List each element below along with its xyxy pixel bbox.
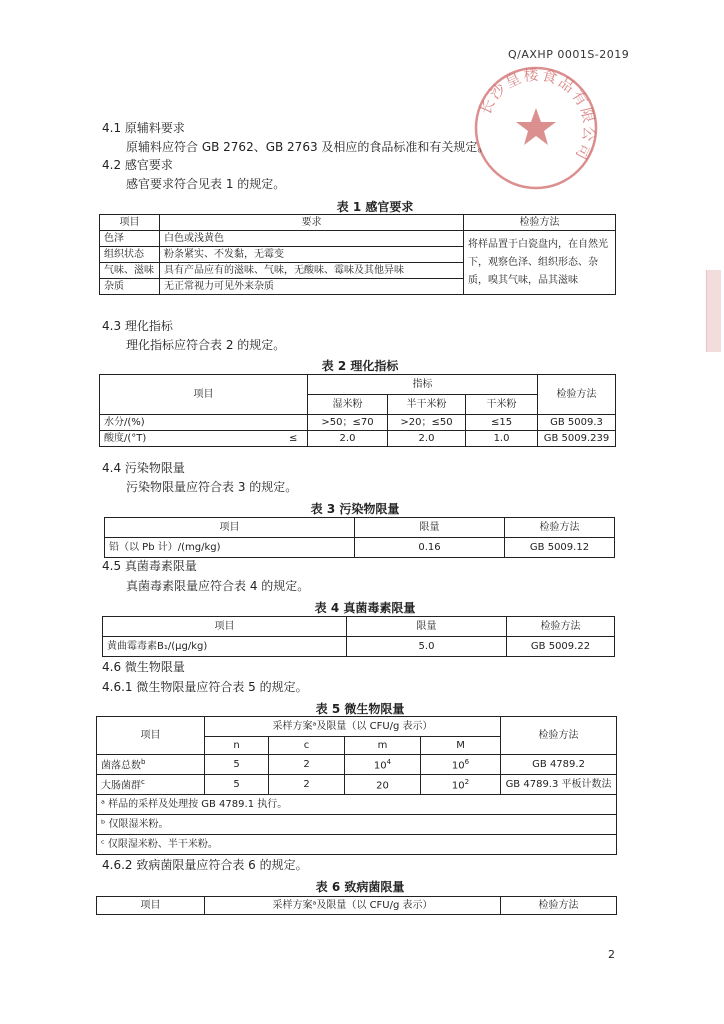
seal-star-icon xyxy=(516,108,556,145)
table1-method: 将样品置于白瓷盘内，在自然光下，观察色泽、组织形态、杂质，嗅其气味，品其滋味 xyxy=(464,231,616,295)
table1-row-requirement: 具有产品应有的滋味、气味，无酸味、霉味及其他异味 xyxy=(160,263,464,279)
section-4-5-body: 真菌毒素限量应符合表 4 的规定。 xyxy=(126,579,310,593)
table2-header-index: 指标 xyxy=(308,375,538,395)
section-4-3-body: 理化指标应符合表 2 的规定。 xyxy=(126,338,286,352)
table3-header-item: 项目 xyxy=(105,518,355,538)
table5-row-method: GB 4789.2 xyxy=(501,755,617,775)
table2-row-item: 酸度/(°T) xyxy=(100,431,280,447)
seal-text: 长沙皇楼食品有限公司 xyxy=(476,65,599,165)
table1-caption: 表 1 感官要求 xyxy=(336,200,414,214)
table1-row-item: 杂质 xyxy=(100,279,160,295)
table5-row-method: GB 4789.3 平板计数法 xyxy=(501,775,617,795)
table2-sub-semidry: 半干米粉 xyxy=(388,395,466,415)
section-4-4-body: 污染物限量应符合表 3 的规定。 xyxy=(126,480,298,494)
table6-header-plan: 采样方案ᵃ及限量（以 CFU/g 表示） xyxy=(205,897,501,915)
table5-header-method: 检验方法 xyxy=(501,717,617,755)
table2-row-value: >20；≤50 xyxy=(388,415,466,431)
table5-row-m xyxy=(345,755,421,775)
table5-row-m-exponent: 4 xyxy=(386,758,392,767)
page-edge-mark xyxy=(706,270,721,352)
table1-sensory xyxy=(99,214,616,295)
table2-header-item: 项目 xyxy=(100,375,308,415)
table4-row-limit: 5.0 xyxy=(347,637,507,657)
table5-sub-m: m xyxy=(345,737,421,755)
section-4-6-2-body: 4.6.2 致病菌限量应符合表 6 的规定。 xyxy=(102,858,308,872)
table2-row-value: 2.0 xyxy=(388,431,466,447)
table5-row-m-base: 10 xyxy=(373,760,387,772)
table1-row-requirement: 白色或浅黄色 xyxy=(160,231,464,247)
table5-row-n: 5 xyxy=(205,775,269,795)
table2-row-value: 2.0 xyxy=(308,431,388,447)
table4-caption: 表 4 真菌毒素限量 xyxy=(314,601,416,615)
table2-row-symbol: ≤ xyxy=(280,431,308,447)
table5-row-item xyxy=(97,755,205,775)
table5-header-plan: 采样方案ᵃ及限量（以 CFU/g 表示） xyxy=(205,717,501,737)
table3-contaminants xyxy=(104,517,615,558)
section-4-2-body: 感官要求符合见表 1 的规定。 xyxy=(126,177,286,191)
table3-row-limit: 0.16 xyxy=(355,538,505,558)
table5-row-M xyxy=(421,775,501,795)
table5-note-c: ᶜ 仅限湿米粉、半干米粉。 xyxy=(97,835,617,855)
table5-row-n: 5 xyxy=(205,755,269,775)
table2-physicochemical xyxy=(99,374,616,447)
section-4-6-title: 4.6 微生物限量 xyxy=(102,660,185,674)
table5-row-M-exponent: 6 xyxy=(464,758,470,767)
table5-row-M-base: 10 xyxy=(451,760,465,772)
table6-caption: 表 6 致病菌限量 xyxy=(315,880,405,894)
table2-row-value: 1.0 xyxy=(466,431,538,447)
table5-row-footnote-mark: b xyxy=(141,758,146,767)
table6-pathogens xyxy=(96,896,617,915)
table5-row-M-exponent: 2 xyxy=(464,778,470,787)
table3-row-item: 铅（以 Pb 计）/(mg/kg) xyxy=(105,538,355,558)
table5-row-c: 2 xyxy=(269,775,345,795)
table6-header-method: 检验方法 xyxy=(501,897,617,915)
table1-row-item: 气味、滋味 xyxy=(100,263,160,279)
table5-row-m-base: 20 xyxy=(376,780,389,792)
section-4-5-title: 4.5 真菌毒素限量 xyxy=(102,559,197,573)
table3-caption: 表 3 污染物限量 xyxy=(310,502,400,516)
table5-row-label: 大肠菌群 xyxy=(101,780,141,792)
table3-header-limit: 限量 xyxy=(355,518,505,538)
section-4-3-title: 4.3 理化指标 xyxy=(102,319,173,333)
table5-header-item: 项目 xyxy=(97,717,205,755)
table5-row-M xyxy=(421,755,501,775)
section-4-2-title: 4.2 感官要求 xyxy=(102,158,173,172)
table5-note-a: ᵃ 样品的采样及处理按 GB 4789.1 执行。 xyxy=(97,795,617,815)
table4-row-item: 黄曲霉毒素B₁/(μg/kg) xyxy=(103,637,347,657)
table5-note-b: ᵇ 仅限湿米粉。 xyxy=(97,815,617,835)
company-seal xyxy=(470,62,602,194)
table2-sub-dry: 干米粉 xyxy=(466,395,538,415)
table2-row-symbol xyxy=(280,415,308,431)
table5-row-M-base: 10 xyxy=(451,780,465,792)
table1-row-requirement: 粉条紧实、不发黏，无霉变 xyxy=(160,247,464,263)
table3-row-method: GB 5009.12 xyxy=(505,538,615,558)
table1-header-requirement: 要求 xyxy=(160,215,464,231)
table5-sub-c: c xyxy=(269,737,345,755)
section-4-1-body: 原辅料应符合 GB 2762、GB 2763 及相应的食品标准和有关规定。 xyxy=(126,140,490,154)
table5-sub-M: M xyxy=(421,737,501,755)
table6-header-item: 项目 xyxy=(97,897,205,915)
table3-header-method: 检验方法 xyxy=(505,518,615,538)
table2-sub-wet: 湿米粉 xyxy=(308,395,388,415)
table5-row-m xyxy=(345,775,421,795)
table1-header-item: 项目 xyxy=(100,215,160,231)
table5-row-footnote-mark: c xyxy=(141,778,145,787)
table1-row-item: 色泽 xyxy=(100,231,160,247)
table2-row-value: ≤15 xyxy=(466,415,538,431)
table4-header-item: 项目 xyxy=(103,617,347,637)
table2-row-method: GB 5009.239 xyxy=(538,431,616,447)
table1-row-requirement: 无正常视力可见外来杂质 xyxy=(160,279,464,295)
section-4-1-title: 4.1 原辅料要求 xyxy=(102,121,185,135)
section-4-6-1-body: 4.6.1 微生物限量应符合表 5 的规定。 xyxy=(102,680,308,694)
section-4-4-title: 4.4 污染物限量 xyxy=(102,461,185,475)
table5-microbial xyxy=(96,716,617,855)
table1-row-item: 组织状态 xyxy=(100,247,160,263)
table2-caption: 表 2 理化指标 xyxy=(321,359,399,373)
table2-header-method: 检验方法 xyxy=(538,375,616,415)
table4-mycotoxins xyxy=(102,616,615,657)
table5-row-c: 2 xyxy=(269,755,345,775)
table4-header-method: 检验方法 xyxy=(507,617,615,637)
table2-row-item: 水分/(%) xyxy=(100,415,280,431)
table5-sub-n: n xyxy=(205,737,269,755)
table5-row-label: 菌落总数 xyxy=(101,760,141,772)
table2-row-method: GB 5009.3 xyxy=(538,415,616,431)
table2-row-value: >50；≤70 xyxy=(308,415,388,431)
page-number: 2 xyxy=(608,948,615,961)
table5-caption: 表 5 微生物限量 xyxy=(315,702,405,716)
table4-header-limit: 限量 xyxy=(347,617,507,637)
table5-row-item xyxy=(97,775,205,795)
table4-row-method: GB 5009.22 xyxy=(507,637,615,657)
table1-header-method: 检验方法 xyxy=(464,215,616,231)
standard-code: Q/AXHP 0001S-2019 xyxy=(508,48,630,61)
